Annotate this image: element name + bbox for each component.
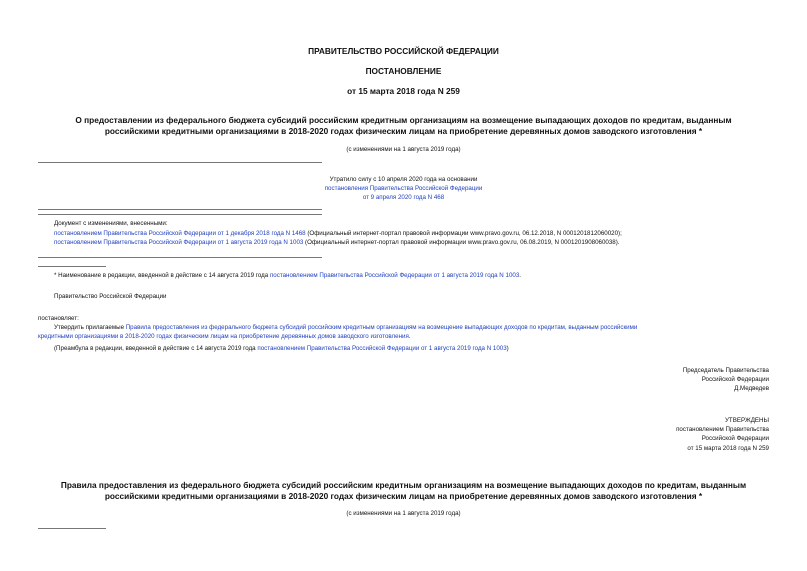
expired-link-date[interactable]: от 9 апреля 2020 года N 468 — [362, 194, 445, 201]
document-type: ПОСТАНОВЛЕНИЕ — [365, 66, 442, 76]
amendments-heading: Документ с изменениями, внесенными: — [54, 220, 168, 227]
footnote-text: * Наименование в редакции, введенной в действие с 14 августа 2019 года — [54, 272, 270, 279]
amendment-item — [54, 238, 620, 247]
footnote-link[interactable]: постановлением Правительства Российской Федерации от 1 августа 2019 года N 1003 — [269, 272, 520, 279]
amendment-source: (Официальный интернет-портал правовой информации www.pravo.gov.ru, 06.12.2018, N 0001201812060020); — [305, 230, 622, 237]
rules-changes-note: (с изменениями на 1 августа 2019 года) — [346, 510, 461, 517]
footnote-rule — [38, 528, 106, 529]
rules-title-line-1: Правила предоставления из федерального бюджета субсидий российским кредитным организациям на возмещение выпадающих доходов по кредитам, выданным — [60, 480, 747, 490]
rules-link[interactable]: Правила предоставления из федерального бюджета субсидий российским кредитным организациям на возмещение выпадающих доходов по кредитам, выданным российскими — [125, 324, 638, 331]
approve-text: Утвердить прилагаемые — [54, 324, 126, 331]
separator-rule — [38, 214, 322, 215]
amendment-link[interactable]: постановлением Правительства Российской Федерации от 1 декабря 2018 года N 1468 — [54, 230, 306, 237]
amendment-item — [54, 229, 622, 238]
separator-rule — [38, 209, 322, 210]
signature-title: Председатель Правительства — [682, 367, 769, 374]
preamble-link[interactable]: постановлением Правительства Российской Федерации от 1 августа 2019 года N 1003 — [257, 345, 507, 352]
footnote-rule — [38, 266, 106, 267]
approve-line-1 — [54, 323, 767, 332]
separator-rule — [38, 162, 322, 163]
amendment-source: (Официальный интернет-портал правовой информации www.pravo.gov.ru, 06.08.2019, N 0001201908060038). — [303, 239, 620, 246]
signature-country: Российской Федерации — [701, 376, 769, 383]
document-date-number: от 15 марта 2018 года N 259 — [347, 86, 460, 96]
separator-rule — [38, 257, 322, 258]
document-title-line-1: О предоставлении из федерального бюджета субсидий российским кредитным организациям на возмещение выпадающих доходов по кредитам, выданным — [75, 115, 732, 125]
preamble-text: (Преамбула в редакции, введенной в действие с 14 августа 2019 года — [54, 345, 258, 352]
approved-by: постановлением Правительства — [676, 426, 769, 433]
decree-subject: Правительство Российской Федерации — [54, 293, 167, 300]
amendment-link[interactable]: постановлением Правительства Российской Федерации от 1 августа 2019 года N 1003 — [54, 239, 304, 246]
approved-country: Российской Федерации — [701, 435, 769, 442]
preamble-note: (Преамбула в редакции, введенной в действие с 14 августа 2019 года постановлением Правительства Российской Федерации от 1 августа 2019 года N 1003) — [54, 345, 509, 352]
expired-link-decree[interactable]: постановления Правительства Российской Федерации — [324, 185, 483, 192]
government-heading: ПРАВИТЕЛЬСТВО РОССИЙСКОЙ ФЕДЕРАЦИИ — [308, 46, 499, 56]
approved-label: УТВЕРЖДЕНЫ — [725, 417, 769, 424]
decree-verb: постановляет: — [38, 315, 79, 322]
approve-line-2: кредитными организациями в 2018-2020 годах физическим лицам на приобретение деревянных домов заводского изготовления. — [38, 333, 411, 340]
approved-date: от 15 марта 2018 года N 259 — [687, 445, 769, 452]
rules-link[interactable]: кредитными организациями в 2018-2020 годах физическим лицам на приобретение деревянных домов заводского изготовления — [38, 333, 409, 340]
changes-note: (с изменениями на 1 августа 2019 года) — [346, 146, 461, 153]
signature-name: Д.Медведев — [734, 385, 769, 392]
rules-title-line-2: российскими кредитными организациями в 2018-2020 годах физическим лицам на приобретение деревянных домов заводского изготовления * — [104, 491, 703, 501]
expired-notice: Утратило силу с 10 апреля 2020 года на основании — [329, 176, 478, 183]
footnote: * Наименование в редакции, введенной в действие с 14 августа 2019 года постановлением Правительства Российской Федерации от 1 августа 2019 года N 1003. — [54, 272, 521, 279]
document-title-line-2: российскими кредитными организациями в 2018-2020 годах физическим лицам на приобретение деревянных домов заводского изготовления * — [104, 126, 703, 136]
